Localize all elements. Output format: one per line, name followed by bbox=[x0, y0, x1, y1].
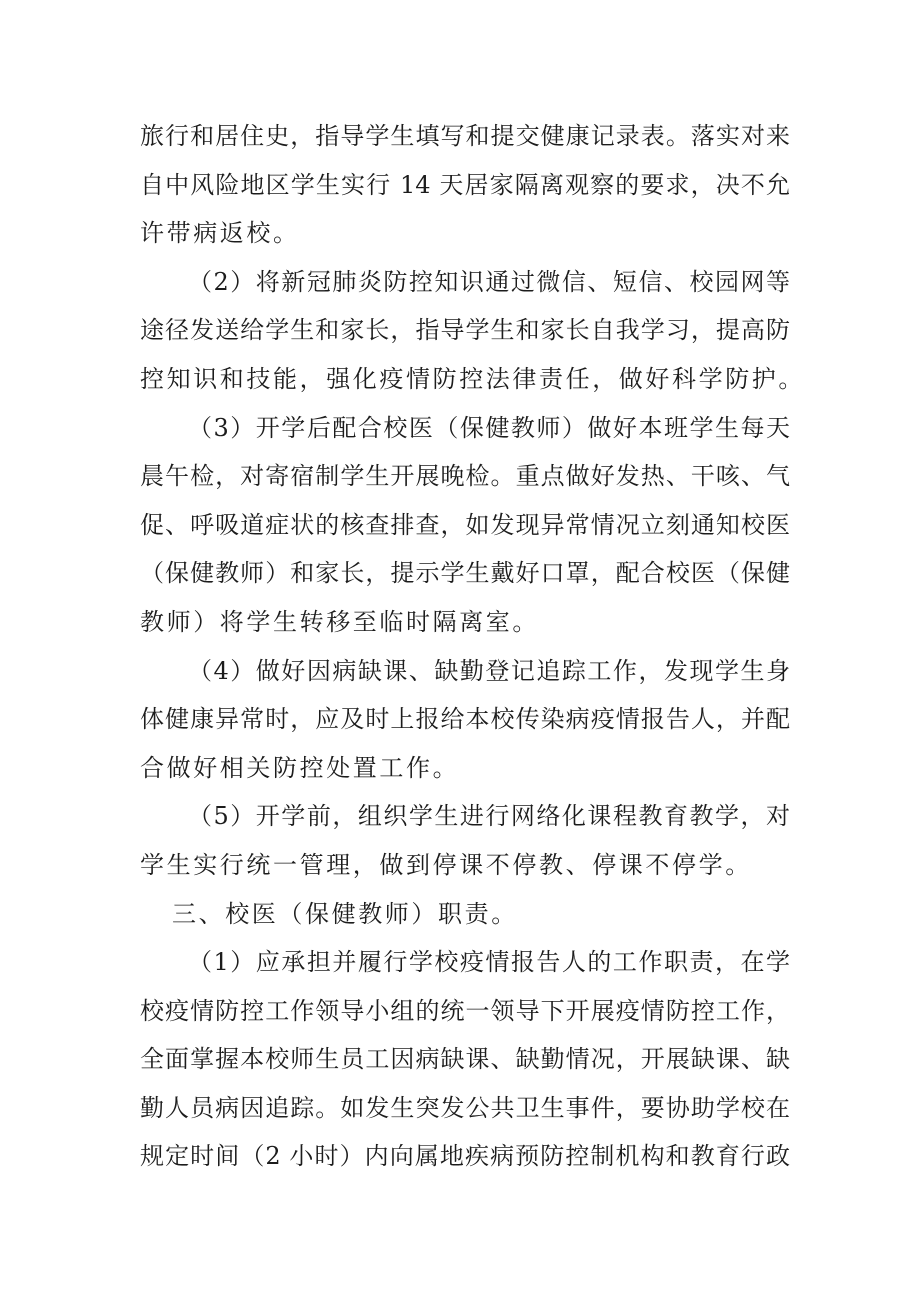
section-heading: 三、校医（保健教师）职责。 bbox=[172, 899, 518, 928]
paragraph-line: （5）开学前，组织学生进行网络化课程教育教学，对 bbox=[188, 802, 790, 831]
paragraph-line: （3）开学后配合校医（保健教师）做好本班学生每天 bbox=[188, 413, 790, 442]
paragraph-line: 规定时间（2 小时）内向属地疾病预防控制机构和教育行政 bbox=[140, 1142, 790, 1171]
paragraph-line: 途径发送给学生和家长，指导学生和家长自我学习，提高防 bbox=[140, 316, 790, 345]
paragraph-line: 自中风险地区学生实行 14 天居家隔离观察的要求，决不允 bbox=[140, 170, 790, 199]
document-body bbox=[140, 112, 805, 1181]
paragraph-line: 学生实行统一管理，做到停课不停教、停课不停学。 bbox=[140, 850, 752, 879]
paragraph-line: 晨午检，对寄宿制学生开展晚检。重点做好发热、干咳、气 bbox=[140, 462, 790, 491]
paragraph-line: 全面掌握本校师生员工因病缺课、缺勤情况，开展缺课、缺 bbox=[140, 1045, 790, 1074]
paragraph-line: （保健教师）和家长，提示学生戴好口罩，配合校医（保健 bbox=[140, 559, 790, 588]
paragraph-line: 促、呼吸道症状的核查排查，如发现异常情况立刻通知校医 bbox=[140, 510, 790, 539]
paragraph-line: 合做好相关防控处置工作。 bbox=[140, 753, 460, 782]
paragraph-line: （2）将新冠肺炎防控知识通过微信、短信、校园网等 bbox=[188, 267, 790, 296]
paragraph-line: （4）做好因病缺课、缺勤登记追踪工作，发现学生身 bbox=[188, 656, 790, 685]
paragraph-line: 体健康异常时，应及时上报给本校传染病疫情报告人，并配 bbox=[140, 705, 790, 734]
paragraph-line: （1）应承担并履行学校疫情报告人的工作职责，在学 bbox=[188, 948, 790, 977]
paragraph-line: 许带病返校。 bbox=[140, 219, 300, 248]
paragraph-line: 旅行和居住史，指导学生填写和提交健康记录表。落实对来 bbox=[140, 122, 790, 150]
paragraph-line: 勤人员病因追踪。如发生突发公共卫生事件，要协助学校在 bbox=[140, 1093, 790, 1122]
paragraph-line: 教师）将学生转移至临时隔离室。 bbox=[140, 607, 539, 636]
paragraph-line: 校疫情防控工作领导小组的统一领导下开展疫情防控工作， bbox=[140, 996, 790, 1025]
paragraph-line: 控知识和技能，强化疫情防控法律责任，做好科学防护。 bbox=[140, 364, 805, 393]
